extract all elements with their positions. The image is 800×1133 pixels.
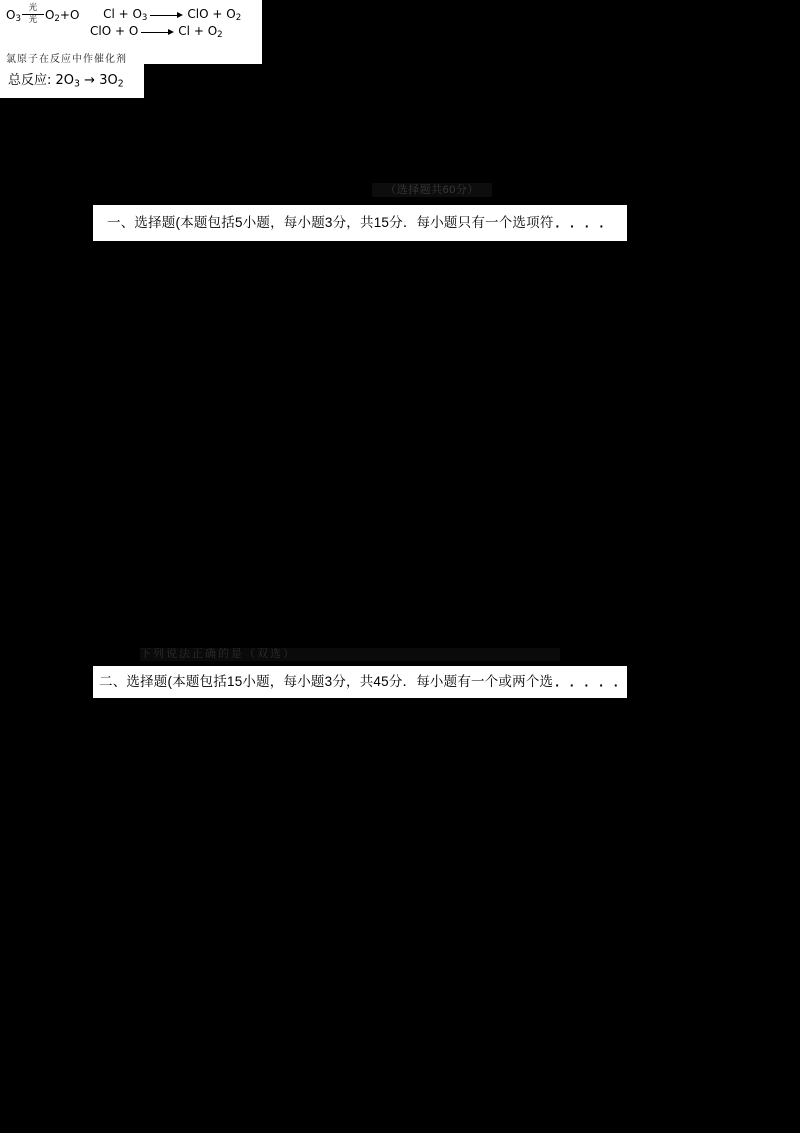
equation-clo-oxygen [90,24,223,40]
reaction-equations-figure [0,0,262,64]
reaction-arrow-icon [150,11,184,19]
oxygen-product-sub: 2 [54,14,60,25]
section-heading-2-emphasis-dots: · · · · · [555,678,622,693]
total-left-sub: 3 [74,78,80,90]
reaction-caption-faint: 氯原子在反应中作催化剂 [6,54,127,65]
clo-right: Cl + O [178,24,218,38]
photolysis-arrow-bottom-label: 光 [28,15,38,25]
photolysis-arrow-icon [22,4,44,25]
photolysis-arrow-top-label: 光 [28,3,38,13]
reaction-row-photolysis [6,5,241,26]
reaction-row-clo-regeneration [90,24,223,40]
total-reaction-equation [56,73,124,88]
clo-right-sub: 2 [217,30,223,41]
cl-ozone-left: Cl + O [103,7,142,22]
faint-text-line: 下列说法正确的是（双选） [140,648,560,661]
section-heading-1-text: 一、选择题(本题包括5小题，每小题3分，共15分．每小题只有一个选项符 [107,215,554,230]
equation-chlorine-ozone [103,7,241,23]
section-heading-1 [93,205,627,241]
total-arrow-icon: → [84,73,96,88]
page-header-fragment: （选择题共60分） [372,183,492,197]
total-left: 2O [55,73,75,88]
cl-ozone-left-sub: 3 [141,13,148,24]
total-reaction-figure [0,64,144,98]
atomic-oxygen-product: O [69,8,80,22]
plus-sign: + [59,8,70,22]
oxygen-product: O [44,8,55,22]
clo-left: ClO + O [90,24,139,38]
equation-ozone-photolysis [6,5,79,26]
ozone-reactant-sub: 3 [15,14,21,25]
total-right: 3O [99,73,118,88]
section-heading-1-emphasis-dots: · · · · [555,219,608,234]
cl-ozone-right: ClO + O [187,7,236,22]
total-right-sub: 2 [117,78,124,90]
reaction-arrow-icon-2 [141,28,175,36]
ozone-reactant: O [6,8,16,22]
section-heading-2 [93,666,627,698]
section-heading-2-text: 二、选择题(本题包括15小题，每小题3分，共45分．每小题有一个或两个选 [99,674,554,689]
total-reaction-label: 总反应: [8,73,52,88]
cl-ozone-right-sub: 2 [235,13,242,24]
